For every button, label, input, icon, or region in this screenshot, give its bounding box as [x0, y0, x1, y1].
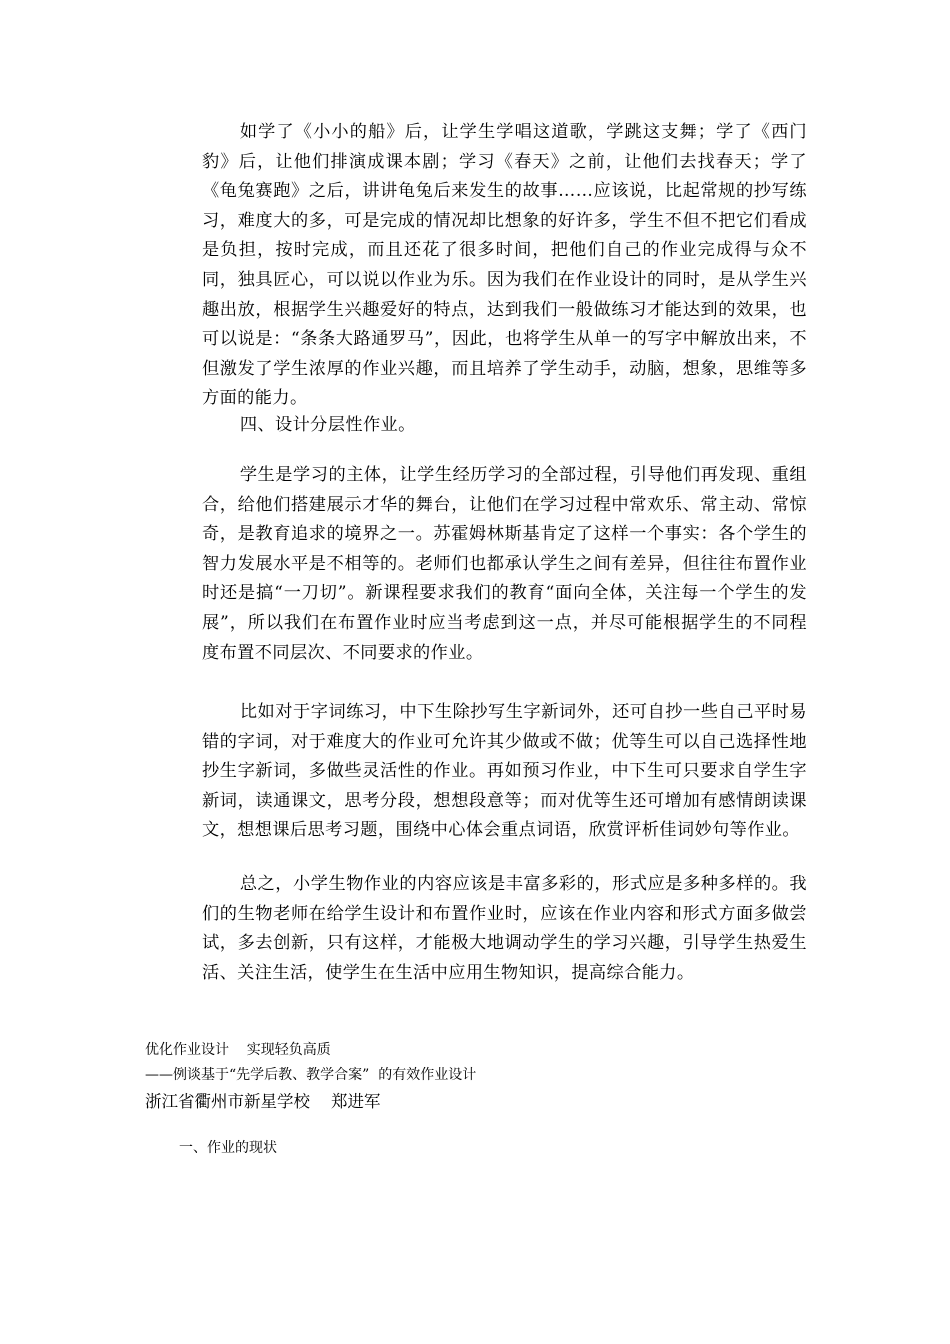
section-heading-1: 一、作业的现状 [179, 1140, 277, 1156]
body-paragraph-4: 总之，小学生物作业的内容应该是丰富多彩的，形式应是多种多样的。我们的生物老师在给学生设计和布置作业时，应该在作业内容和形式方面多做尝试，多去创新，只有这样，才能极大地调动学生的学习兴趣，引导学生热爱生活、关注生活，使学生在生活中应用生物知识，提高综合能力。 [202, 874, 807, 983]
article-author: 浙江省衢州市新星学校 郑进军 [145, 1092, 381, 1111]
body-paragraph-1: 如学了《小小的船》后，让学生学唱这道歌，学跳这支舞；学了《西门豹》后，让他们排演成课本剧；学习《春天》之前，让他们去找春天；学了《龟兔赛跑》之后，讲讲龟兔后来发生的故事……应该说，比起常规的抄写练习，难度大的多，可是完成的情况却比想象的好许多，学生不但不把它们看成是负担，按时完成，而且还花了很多时间，把他们自己的作业完成得与众不同，独具匠心，可以说以作业为乐。因为我们在作业设计的同时，是从学生兴趣出放，根据学生兴趣爱好的特点，达到我们一般做练习才能达到的效果，也可以说是：“条条大路通罗马”，因此，也将学生从单一的写字中解放出来，不但激发了学生浓厚的作业兴趣，而且培养了学生动手，动脑，想象，思维等多方面的能力。 [202, 122, 807, 409]
body-paragraph-2: 学生是学习的主体，让学生经历学习的全部过程，引导他们再发现、重组合，给他们搭建展示才华的舞台，让他们在学习过程中常欢乐、常主动、常惊奇，是教育追求的境界之一。苏霍姆林斯基肯定了这样一个事实：各个学生的智力发展水平是不相等的。老师们也都承认学生之间有差异，但往往布置作业时还是搞“一刀切”。新课程要求我们的教育“面向全体，关注每一个学生的发展”，所以我们在布置作业时应当考虑到这一点，并尽可能根据学生的不同程度布置不同层次、不同要求的作业。 [202, 465, 807, 663]
article-title: 优化作业设计 实现轻负高质 [145, 1042, 331, 1058]
article-subtitle: ——例谈基于“先学后教、教学合案” 的有效作业设计 [145, 1067, 477, 1083]
body-paragraph-3: 比如对于字词练习，中下生除抄写生字新词外，还可自抄一些自己平时易错的字词，对于难度大的作业可允许其少做或不做；优等生可以自己选择性地抄生字新词，多做些灵活性的作业。再如预习作业，中下生可只要求自学生字新词，读通课文，思考分段，想想段意等；而对优等生还可增加有感情朗读课文，想想课后思考习题，围绕中心体会重点词语，欣赏评析佳词妙句等作业。 [202, 702, 807, 841]
section-heading-4: 四、设计分层性作业。 [239, 415, 416, 435]
